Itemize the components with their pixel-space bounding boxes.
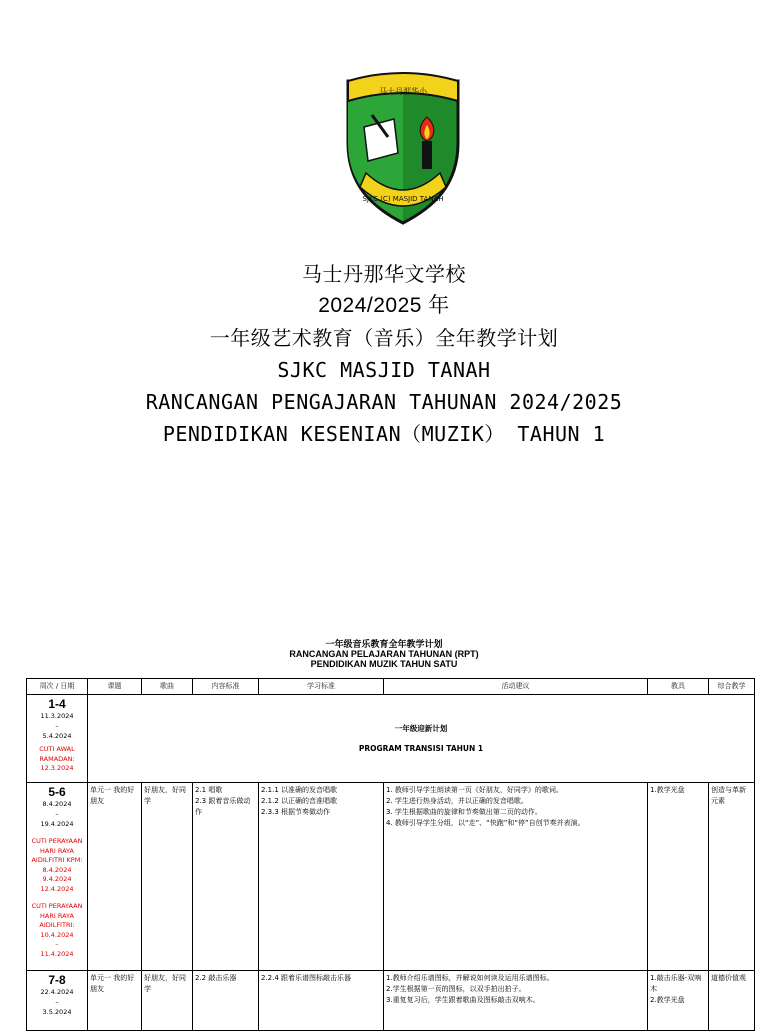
content-standard-item: 2.2 敲击乐器 [195, 974, 237, 982]
week-date-end: 5.4.2024 [42, 732, 72, 740]
school-crest-logo [342, 57, 464, 235]
holiday-note: 12.3.2024 [40, 764, 74, 772]
teaching-aids-cell: 1.教学光盘 [648, 783, 709, 971]
topic-cell: 单元一 我的好朋友 [88, 783, 142, 971]
header-week: 周次 / 日期 [27, 679, 88, 695]
week-date-dash: – [55, 810, 59, 818]
song-cell: 好朋友，好同学 [142, 971, 193, 1031]
learning-standard-item: 2.1.1 以准确的发音唱歌 [261, 786, 338, 794]
week-number: 1-4 [48, 697, 66, 711]
week-date-end: 3.5.2024 [42, 1008, 72, 1016]
transition-program-cell [88, 695, 755, 783]
caption-rpt: RANCANGAN PELAJARAN TAHUNAN (RPT) [289, 649, 479, 659]
content-standard-cell [193, 783, 259, 971]
holiday-note: HARI RAYA [40, 846, 74, 855]
header-integration: 综合教学 [709, 679, 755, 695]
table-header-row [27, 679, 755, 695]
teaching-aids-cell [648, 971, 709, 1031]
holiday-note: AIDILFITRI KPM: [31, 856, 83, 864]
activities-cell [384, 971, 648, 1031]
header-topic: 课题 [88, 679, 142, 695]
week-cell [27, 783, 88, 971]
activity-item: 3.重复复习后，学生跟着歌曲及图标敲击双响木。 [386, 996, 540, 1004]
learning-standard-item: 2.1.2 以正确的音准唱歌 [261, 797, 338, 805]
learning-standard-cell [259, 971, 384, 1031]
activity-item: 4. 教师引导学生分组，以“走”、“快跑”和“停”自创节奏并表演。 [386, 819, 585, 827]
header-learning-standard: 学习标准 [259, 679, 384, 695]
header-activities: 活动建议 [384, 679, 648, 695]
school-name-ms: SJKC MASJID TANAH [277, 358, 491, 382]
activity-item: 3. 学生根据歌曲的旋律和节奏做出第二页的动作。 [386, 808, 542, 816]
activity-item: 1.教师介绍乐谱图标，并解说如何读及运用乐谱图标。 [386, 974, 554, 982]
subject-title-ms: PENDIDIKAN KESENIAN（MUZIK） TAHUN 1 [162, 422, 606, 446]
week-date-start: 22.4.2024 [40, 988, 74, 996]
activity-item: 2. 学生进行热身活动，并以正确的发音唱歌。 [386, 797, 528, 805]
header-content-standard: 内容标准 [193, 679, 259, 695]
transition-title-cn: 一年级迎新计划 [394, 723, 448, 733]
header-teaching-aids: 教具 [648, 679, 709, 695]
transition-title-ms: PROGRAM TRANSISI TAHUN 1 [358, 743, 484, 753]
week-date-dash: – [55, 998, 59, 1006]
crest-banner-text: 马士丹那华小 [379, 87, 427, 96]
academic-year: 2024/2025 年 [318, 294, 450, 317]
header-song: 歌曲 [142, 679, 193, 695]
content-standard-item: 2.1 唱歌 [195, 786, 223, 794]
holiday-note: AIDILFITRI: [39, 921, 75, 929]
plan-title-cn: 一年级艺术教育（音乐）全年教学计划 [209, 326, 559, 350]
holiday-note: 12.4.2024 [40, 884, 74, 893]
week-number: 7-8 [48, 973, 66, 987]
holiday-note: CUTI AWAL [39, 745, 75, 753]
holiday-note: 8.4.2024 [42, 865, 72, 874]
table-row [27, 971, 755, 1031]
week-cell [27, 695, 88, 783]
table-caption [0, 639, 768, 669]
week-date-start: 8.4.2024 [42, 800, 72, 808]
week-number: 5-6 [48, 785, 66, 799]
integration-cell: 道德价值观 [709, 971, 755, 1031]
table-row [27, 783, 755, 971]
content-standard-cell [193, 971, 259, 1031]
school-name-cn: 马士丹那华文学校 [302, 262, 466, 286]
learning-standard-item: 2.2.4 跟着乐谱图标敲击乐器 [261, 974, 352, 982]
week-date-end: 19.4.2024 [40, 820, 74, 828]
crest-ring-text: SJKC (C) MASJID TANAH [362, 195, 444, 203]
caption-subject: PENDIDIKAN MUZIK TAHUN SATU [310, 659, 458, 669]
holiday-note: CUTI PERAYAAN [31, 837, 83, 845]
holiday-note: CUTI PERAYAAN [31, 902, 83, 910]
holiday-note: RAMADAN: [39, 754, 75, 763]
holiday-note: 11.4.2024 [40, 949, 74, 958]
teaching-aid-item: 2.教学光盘 [650, 996, 685, 1004]
song-cell: 好朋友，好同学 [142, 783, 193, 971]
learning-standard-cell [259, 783, 384, 971]
week-date-dash: – [55, 722, 59, 730]
holiday-note: 10.4.2024 [40, 930, 74, 939]
rpt-table [26, 678, 755, 1031]
activities-cell [384, 783, 648, 971]
plan-title-ms: RANCANGAN PENGAJARAN TAHUNAN 2024/2025 [145, 390, 623, 414]
teaching-aid-item: 1.敲击乐器-双响木 [650, 974, 702, 993]
content-standard-item: 2.3 跟着音乐做动作 [195, 797, 251, 816]
integration-cell: 创造与革新元素 [709, 783, 755, 971]
activity-item: 1. 教师引导学生朗读第一页《好朋友，好同学》的歌词。 [386, 786, 563, 794]
learning-standard-item: 2.3.3 根据节奏做动作 [261, 808, 331, 816]
holiday-note: – [55, 940, 59, 948]
holiday-note: 9.4.2024 [42, 875, 72, 883]
activity-item: 2.学生根据第一页的图标，以双手拍出拍子。 [386, 985, 526, 993]
caption-cn: 一年级音乐教育全年教学计划 [325, 639, 443, 649]
week-cell [27, 971, 88, 1031]
week-date-start: 11.3.2024 [40, 712, 74, 720]
holiday-note: HARI RAYA [40, 911, 74, 920]
document-title-block [0, 258, 768, 450]
topic-cell: 单元一 我的好朋友 [88, 971, 142, 1031]
table-row [27, 695, 755, 783]
